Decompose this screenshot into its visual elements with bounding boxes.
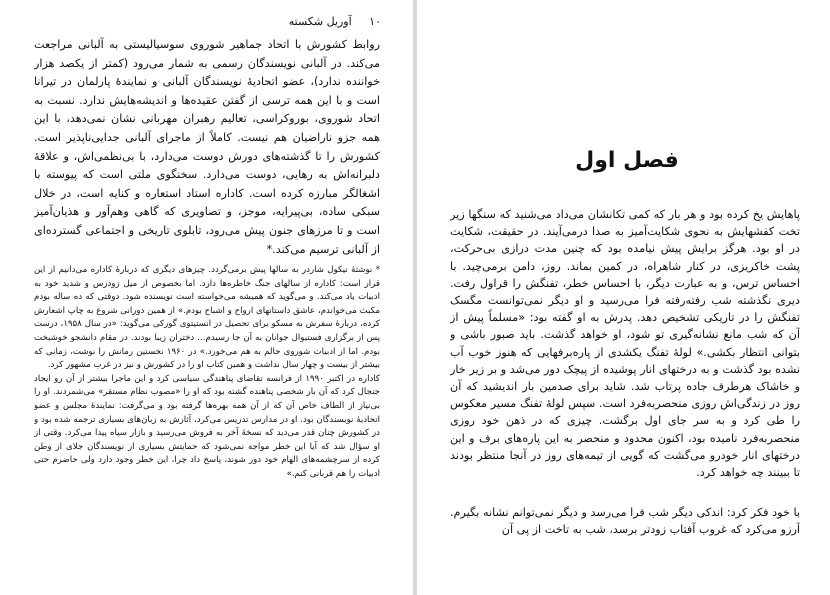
closing-text xyxy=(450,504,800,570)
main-paragraph: پاهایش یخ کرده بود و هر بار که کمی تکانشان می‌داد می‌شنید که سنگها زیر تخت کفشهایش به نحوی شکایت‌آمیز به صدا درمی‌آیند. در حقیقت، شکایت در او بود. هرگز برایش پیش نیامده بود که چنین مدت درازی بی‌حرکت، پشت خاکریزی، در کنار شاهراه، در کمین بماند. روز، دامن برمی‌چید. با احساس ترس، و به عبارت دیگر، با احساس خطر، تفنگش را قراول رفت. دیری نگذشته شب رفته‌رفته فرا می‌رسید و او دیگر نمی‌توانست مگسک تفنگش را در تاریکی تشخیص دهد. پدرش به او گفته بود: «مسلماً پیش از آن که شب مانع نشانه‌گیری تو شود، او خواهد گذشت. باید صبور باشی و بتوانی انتظار بکشی.» لولهٔ تفنگ یکشدی از پاره‌برفهایی که هنوز خوب آب نشده بود گذشت و به درختهای انار پوشیده از پیچک دور می‌شد و بر زیر خار و خاشاک هرطرف جاده پرتاب شد. شاید برای صدمین بار اندیشید که آن روز در زندگی‌اش روزی منحصربه‌فرد است. سپس لولهٔ تفنگ مسیر معکوس را طی کرد و به سر جای اول برگشت. چیزی که در ذهن خود روزی منحصربه‌فرد نامیده بود، اکنون محدود و منحصر به این پاره‌های برف و این درختهای انار خودرو می‌گشت که گویی از تیمه‌های روز در آنجا منتظر بودند تا ببینند چه خواهد کرد. xyxy=(450,208,800,480)
closing-paragraph: با خود فکر کرد: اندکی دیگر شب فرا می‌رسد و دیگر نمی‌توانم نشانه بگیرم. آرزو می‌کرد که غروب آفتاب زودتر برسد، شب به تاخت از پی آن xyxy=(450,506,800,537)
running-header xyxy=(29,14,381,30)
footnote-2: کاداره در اکتبر ۱۹۹۰ از فرانسه تقاضای پناهندگی سیاسی کرد و این ماجرا بیشتر از آن رو ایجاد جنجال کرد که آن بار شخصی پناهنده گشته بود که او را «مصوب نظام مستقر» می‌شمردند. او را بی‌نیاز از الطاف خاص آن که از آن همه بهره‌ها گرفته بود و می‌گرفت: نمایندهٔ مجلس و عضو اتحادیهٔ نویسندگان بود. او در مدارس تدریس می‌کرد، آثارش به زبان‌های بسیاری ترجمه شده بود و در کشورش چنان قدر می‌دید که نسخهٔ آخر به فروش می‌رسید و بازار سیاه پیدا می‌کرد. وقتی از او سؤال شد که آیا این خطر مواجه نمی‌شود که حمایتش بسیاری از نویسندگان جلای از وطن کرده از سرچشمه‌های الهام خود دور شوند، پاسخ داد چرا، این خطر وجود دارد ولی حاضرم حتی ادبیات را هم قربانی کنم.» xyxy=(34,373,380,479)
chapter-title: فصل اول xyxy=(575,148,679,173)
main-text xyxy=(34,36,380,272)
main-paragraph: روابط کشورش با اتحاد جماهیر شوروی سوسیالیستی به آلبانی مراجعت می‌کند. در آلبانی نویسندگان رسمی به شمار می‌رود (کمتر از یکصد هزار خواننده ندارد)، عضو اتحادیهٔ نویسندگان آلبانی و نمایندهٔ پارلمان در تیرانا است و با این همه ترسی از گفتن عقیده‌ها و اندیشه‌هایش ندارد. نسبت به اتحاد شوروی، بوروکراسی، تعالیم رهبران مهربانی نشان نمی‌دهد، با این همه جزو ناراضیان هم نیست. کاملاً از ماجرای آلبانی جدایی‌ناپذیر است. کشورش را تا گذشته‌های دورش دوست می‌دارد، با بی‌نظمی‌اش، و علاقهٔ دلبرانه‌اش به رهایی، دوست می‌دارد. سخنگوی ملتی است که پیوسته با اشغالگر مبارزه کرده است. کاداره استاد استعاره و کنایه است، در خلال سبکی ساده، بی‌پیرایه، موجز، و تصاویری که گاهی وهم‌آور و هذیان‌آمیز است و تا مرزهای جنون پیش می‌رود، تابلوی تاریخی و اجتماعی گسترده‌ای از آلبانی ترسیم می‌کند.* xyxy=(34,38,380,256)
right-page xyxy=(417,0,830,595)
footnotes xyxy=(34,264,380,544)
main-text xyxy=(450,206,800,506)
footnote-1: * نوشتهٔ نیکول شاردر به سالها پیش برمی‌گردد. چیزهای دیگری که دربارهٔ کاداره می‌دانیم از این قرار است: کاداره از سالهای جنگ خاطره‌ها دارد. اما بخصوص از میل زودرس و شدید خود به ادبیات یاد می‌کند. و می‌گوید که همیشه می‌خواسته است نویسنده شود. دوقتی که ده ساله بودم مکبث می‌خواندم، عاشق داستانهای ارواح و اشباح بودم.» از همین دورانی شروع به چاپ اشعارش کرده، دربارهٔ سفرش به مسکو برای تحصیل در انستیتوی گورکی می‌گوید: «در سال ۱۹۵۸، درست پس از برگزاری فستیوال جوانان به آن جا رسیدم... دختران زیبا بودند. در مقام دانشجو خوشبخت بودم. اما از ادبیات شوروی حالم به هم می‌خورد.» در ۱۹۶۰ نخستین رمانش را نوشت، زمانی که بیشتر از بیست و چهار سال نداشت و همین کتاب او را در کشورش و نیز در غرب مشهور کرد. xyxy=(34,265,380,371)
page-number: ۱۰ xyxy=(369,15,381,28)
book-title: آوریل شکسته xyxy=(288,15,352,28)
left-page xyxy=(0,0,413,595)
